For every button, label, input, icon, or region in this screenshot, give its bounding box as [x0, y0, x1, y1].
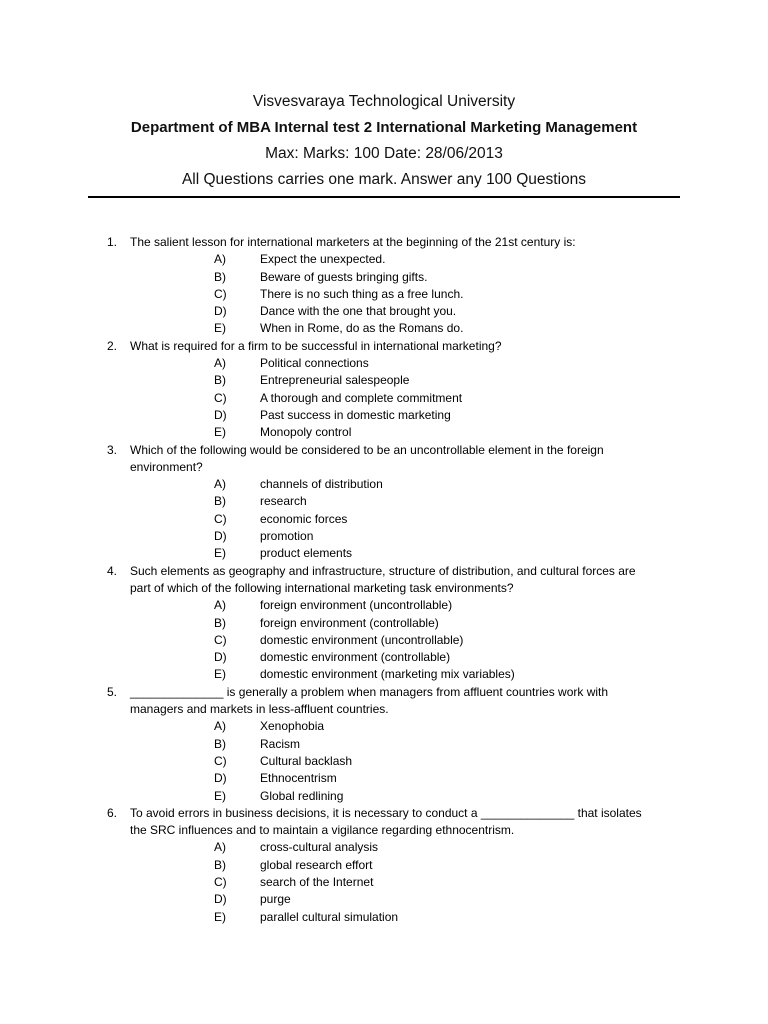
option-text: parallel cultural simulation [260, 909, 399, 924]
option-letter: D) [214, 771, 227, 786]
option-letter: C) [214, 286, 227, 301]
option-letter: A) [214, 840, 226, 855]
question-number: 2. [107, 338, 118, 353]
option-letter: A) [214, 356, 226, 371]
question-text: The salient lesson for international marketers at the beginning of the 21st century is: [130, 235, 576, 249]
answer-option [0, 839, 768, 856]
option-letter: D) [214, 892, 227, 907]
option-letter: A) [214, 252, 226, 267]
option-letter: D) [214, 407, 227, 422]
answer-option [0, 874, 768, 891]
option-letter: B) [214, 373, 226, 388]
question-text: ______________ is generally a problem when managers from affluent countries work with managers and markets in less-affluent countries. [130, 684, 609, 717]
marks-and-date: Max: Marks: 100 Date: 28/06/2013 [265, 145, 503, 162]
option-text: foreign environment (controllable) [260, 615, 439, 630]
question-stem [0, 805, 650, 840]
option-text: Dance with the one that brought you. [260, 304, 457, 319]
option-letter: C) [214, 753, 227, 768]
question-number: 4. [107, 563, 118, 578]
university-title: Visvesvaraya Technological University [252, 93, 516, 110]
answer-option [0, 891, 768, 908]
answer-option [0, 251, 768, 268]
option-letter: B) [214, 857, 226, 872]
answer-option [0, 303, 768, 320]
option-letter: B) [214, 494, 226, 509]
option-letter: C) [214, 874, 227, 889]
option-letter: E) [214, 321, 226, 336]
question-stem [0, 563, 650, 598]
option-letter: D) [214, 650, 227, 665]
department-course-title: Department of MBA Internal test 2 International Marketing Management [130, 119, 638, 136]
question-item [0, 563, 768, 684]
option-letter: A) [214, 598, 226, 613]
option-text: domestic environment (controllable) [260, 650, 451, 665]
option-text: foreign environment (uncontrollable) [260, 598, 453, 613]
option-letter: E) [214, 546, 226, 561]
option-text: domestic environment (marketing mix variables) [260, 667, 515, 682]
option-letter: E) [214, 788, 226, 803]
option-letter: A) [214, 477, 226, 492]
option-letter: C) [214, 632, 227, 647]
option-text: Beware of guests bringing gifts. [260, 269, 428, 284]
answer-option [0, 615, 768, 632]
option-text: Past success in domestic marketing [260, 407, 451, 422]
answer-option [0, 372, 768, 389]
exam-instructions: All Questions carries one mark. Answer any 100 Questions [181, 171, 587, 188]
answer-option [0, 770, 768, 787]
question-text: Such elements as geography and infrastructure, structure of distribution, and cultural forces are part of which of the following international marketing task environments? [130, 563, 636, 595]
header-divider [88, 196, 680, 198]
option-text: research [260, 494, 307, 509]
question-item [0, 684, 768, 805]
answer-option [0, 857, 768, 874]
answer-option [0, 666, 768, 683]
answer-option [0, 649, 768, 666]
answer-option [0, 390, 768, 407]
question-stem [0, 338, 650, 355]
question-stem [0, 442, 650, 477]
option-text: Ethnocentrism [260, 771, 337, 786]
answer-option [0, 528, 768, 545]
option-text: Political connections [260, 356, 369, 371]
option-text: Xenophobia [260, 719, 325, 734]
option-text: Global redlining [260, 788, 344, 803]
option-letter: E) [214, 667, 226, 682]
answer-option [0, 269, 768, 286]
question-stem [0, 234, 650, 251]
option-letter: C) [214, 390, 227, 405]
option-text: channels of distribution [260, 477, 383, 492]
option-letter: D) [214, 304, 227, 319]
question-item [0, 234, 768, 338]
option-text: Expect the unexpected. [260, 252, 386, 267]
option-text: Monopoly control [260, 425, 352, 440]
option-letter: B) [214, 269, 226, 284]
option-text: economic forces [260, 511, 348, 526]
option-letter: B) [214, 736, 226, 751]
answer-option [0, 424, 768, 441]
question-item [0, 805, 768, 926]
answer-option [0, 597, 768, 614]
question-stem [0, 684, 650, 719]
option-letter: E) [214, 425, 226, 440]
option-text: There is no such thing as a free lunch. [260, 286, 464, 301]
answer-option [0, 632, 768, 649]
answer-option [0, 511, 768, 528]
answer-option [0, 545, 768, 562]
answer-option [0, 493, 768, 510]
option-letter: D) [214, 529, 227, 544]
option-letter: B) [214, 615, 226, 630]
answer-option [0, 718, 768, 735]
option-text: domestic environment (uncontrollable) [260, 632, 464, 647]
option-text: purge [260, 892, 291, 907]
option-text: Racism [260, 736, 301, 751]
question-text: What is required for a firm to be successful in international marketing? [130, 338, 502, 353]
question-number: 6. [107, 805, 118, 820]
question-number: 5. [107, 684, 118, 699]
answer-option [0, 320, 768, 337]
option-letter: A) [214, 719, 226, 734]
answer-option [0, 909, 768, 926]
question-item [0, 338, 768, 442]
answer-option [0, 753, 768, 770]
option-letter: E) [214, 909, 226, 924]
question-list [0, 234, 768, 926]
answer-option [0, 355, 768, 372]
question-text: To avoid errors in business decisions, it is necessary to conduct a ______________ that isolates the SRC influences and to maintain a vigilance regarding ethnocentrism. [130, 805, 642, 838]
option-text: A thorough and complete commitment [260, 390, 463, 405]
option-text: search of the Internet [260, 874, 374, 889]
answer-option [0, 476, 768, 493]
answer-option [0, 736, 768, 753]
option-text: product elements [260, 546, 353, 561]
question-item [0, 442, 768, 563]
option-text: Entrepreneurial salespeople [260, 373, 410, 388]
option-text: cross-cultural analysis [260, 840, 379, 855]
question-number: 1. [107, 235, 118, 249]
option-text: Cultural backlash [260, 753, 353, 768]
answer-option [0, 286, 768, 303]
answer-option [0, 788, 768, 805]
option-text: global research effort [260, 857, 373, 872]
option-letter: C) [214, 511, 227, 526]
question-number: 3. [107, 442, 118, 457]
question-text: Which of the following would be considered to be an uncontrollable element in the foreign environment? [130, 442, 604, 474]
option-text: promotion [260, 529, 314, 544]
option-text: When in Rome, do as the Romans do. [260, 321, 464, 336]
answer-option [0, 407, 768, 424]
